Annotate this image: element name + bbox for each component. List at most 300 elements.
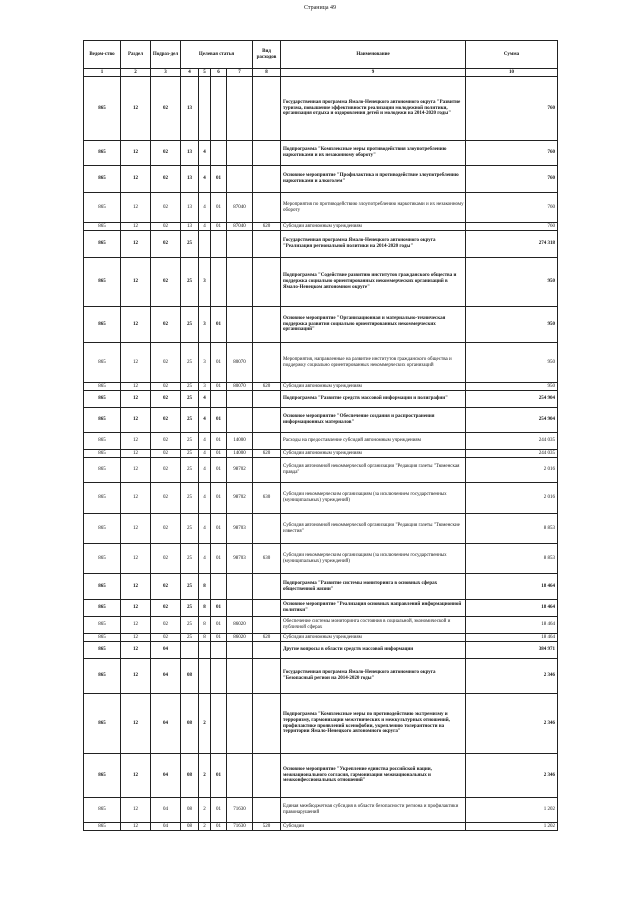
col-number: 5 [199, 69, 211, 77]
cell-vid [253, 458, 281, 483]
table-row [84, 458, 558, 483]
cell-vid: 630 [253, 483, 281, 514]
table-row [84, 544, 558, 574]
cell-ved: 865 [84, 823, 121, 831]
cell-target-program: 13 [181, 193, 199, 223]
cell-target-direction [227, 600, 253, 617]
cell-name: Основное мероприятие "Организационная и материально-техническая поддержка развития социально ориентированных некоммерческих организаций" [281, 307, 466, 343]
cell-podrazdel: 02 [151, 544, 181, 574]
cell-vid [253, 193, 281, 223]
cell-target-subprogram: 4 [199, 544, 211, 574]
cell-name: Подпрограмма "Комплексные меры противодействия злоупотреблению наркотиками и их незаконному обороту" [281, 141, 466, 166]
cell-target-program: 25 [181, 450, 199, 458]
table-row [84, 694, 558, 754]
cell-target-measure: 01 [211, 600, 227, 617]
cell-name: Субсидии [281, 823, 466, 831]
cell-target-program: 25 [181, 574, 199, 600]
cell-target-direction: 71630 [227, 823, 253, 831]
cell-target-program: 08 [181, 694, 199, 754]
cell-sum: 1 202 [466, 823, 558, 831]
cell-name: Другие вопросы в области средств массовой информации [281, 642, 466, 659]
cell-name: Субсидии некоммерческим организациям (за исключением государственных (муниципальных) учреждений) [281, 483, 466, 514]
cell-target-measure: 01 [211, 798, 227, 823]
cell-podrazdel: 02 [151, 483, 181, 514]
cell-target-program: 25 [181, 634, 199, 642]
cell-target-program: 08 [181, 823, 199, 831]
cell-vid: 620 [253, 383, 281, 391]
cell-ved: 865 [84, 798, 121, 823]
cell-target-subprogram: 8 [199, 600, 211, 617]
cell-razdel: 12 [121, 433, 151, 450]
cell-sum: 950 [466, 343, 558, 383]
cell-target-measure: 01 [211, 514, 227, 544]
col-number: 6 [211, 69, 227, 77]
cell-vid [253, 754, 281, 798]
cell-target-direction [227, 258, 253, 307]
cell-vid [253, 141, 281, 166]
cell-name: Субсидии некоммерческим организациям (за исключением государственных (муниципальных) учреждений) [281, 544, 466, 574]
cell-target-subprogram [199, 77, 211, 141]
cell-razdel: 12 [121, 343, 151, 383]
cell-target-direction: 14000 [227, 450, 253, 458]
cell-razdel: 12 [121, 166, 151, 193]
cell-podrazdel: 02 [151, 223, 181, 231]
cell-ved: 865 [84, 450, 121, 458]
cell-razdel: 12 [121, 193, 151, 223]
cell-name: Основное мероприятие "Профилактика и противодействие злоупотреблению наркотиками и алкоголем" [281, 166, 466, 193]
table-row [84, 166, 558, 193]
header-razdel: Раздел [121, 41, 151, 69]
cell-podrazdel: 02 [151, 166, 181, 193]
cell-sum: 950 [466, 307, 558, 343]
cell-name: Основное мероприятие "Укрепление единства российской нации, межнационального согласия, гармонизация межнациональных и межконфессиональных отношений" [281, 754, 466, 798]
cell-vid [253, 343, 281, 383]
cell-target-direction [227, 391, 253, 408]
cell-target-program: 13 [181, 166, 199, 193]
cell-name: Подпрограмма "Комплексные меры по противодействию экстремизму и терроризму, гармонизации межэтнических и межкультурных отношений, профилактике проявлений ксенофобии, укреплению толерантности на территории Ямало-Ненецкого автономного округа" [281, 694, 466, 754]
cell-target-subprogram: 4 [199, 450, 211, 458]
cell-podrazdel: 02 [151, 634, 181, 642]
cell-sum: 244 035 [466, 450, 558, 458]
cell-target-program: 25 [181, 600, 199, 617]
cell-sum: 18 464 [466, 574, 558, 600]
cell-name: Субсидии автономным учреждениям [281, 383, 466, 391]
cell-target-subprogram [199, 642, 211, 659]
cell-target-direction [227, 141, 253, 166]
cell-ved: 865 [84, 77, 121, 141]
cell-razdel: 12 [121, 483, 151, 514]
cell-target-subprogram: 4 [199, 483, 211, 514]
cell-target-direction [227, 231, 253, 258]
cell-ved: 865 [84, 166, 121, 193]
cell-target-measure [211, 141, 227, 166]
cell-vid [253, 391, 281, 408]
cell-target-subprogram: 3 [199, 343, 211, 383]
cell-razdel: 12 [121, 798, 151, 823]
cell-podrazdel: 02 [151, 391, 181, 408]
cell-vid [253, 659, 281, 694]
cell-target-measure: 01 [211, 223, 227, 231]
cell-ved: 865 [84, 343, 121, 383]
header-sum: Сумма [466, 41, 558, 69]
cell-target-program: 25 [181, 231, 199, 258]
cell-target-measure: 01 [211, 823, 227, 831]
table-row [84, 258, 558, 307]
cell-target-subprogram: 2 [199, 823, 211, 831]
cell-ved: 865 [84, 514, 121, 544]
cell-ved: 865 [84, 433, 121, 450]
cell-sum: 950 [466, 258, 558, 307]
cell-target-subprogram: 4 [199, 193, 211, 223]
cell-target-program: 25 [181, 258, 199, 307]
cell-vid [253, 514, 281, 544]
cell-ved: 865 [84, 574, 121, 600]
cell-sum: 2 346 [466, 659, 558, 694]
cell-name: Государственная программа Ямало-Ненецкого автономного округа "Реализация региональной политики на 2014-2020 годы" [281, 231, 466, 258]
table-row [84, 391, 558, 408]
cell-vid [253, 231, 281, 258]
cell-razdel: 12 [121, 754, 151, 798]
cell-ved: 865 [84, 258, 121, 307]
cell-name: Основное мероприятие "Обеспечение создания и распространения информационных материалов" [281, 408, 466, 433]
cell-target-program: 25 [181, 617, 199, 634]
col-number: 8 [253, 69, 281, 77]
cell-ved: 865 [84, 391, 121, 408]
cell-ved: 865 [84, 408, 121, 433]
cell-target-measure: 01 [211, 307, 227, 343]
cell-razdel: 12 [121, 391, 151, 408]
cell-sum: 760 [466, 141, 558, 166]
cell-target-measure [211, 391, 227, 408]
cell-sum: 18 464 [466, 617, 558, 634]
cell-vid [253, 694, 281, 754]
cell-vid [253, 642, 281, 659]
cell-vid: 620 [253, 450, 281, 458]
col-number: 4 [181, 69, 199, 77]
cell-ved: 865 [84, 141, 121, 166]
cell-razdel: 12 [121, 659, 151, 694]
cell-target-direction [227, 77, 253, 141]
cell-name: Единая межбюджетная субсидия в области безопасности региона и профилактики правонарушений [281, 798, 466, 823]
cell-name: Государственная программа Ямало-Ненецкого автономного округа "Безопасный регион на 2014-2020 годы" [281, 659, 466, 694]
table-row [84, 823, 558, 831]
table-row [84, 450, 558, 458]
cell-razdel: 12 [121, 231, 151, 258]
cell-razdel: 12 [121, 600, 151, 617]
cell-podrazdel: 02 [151, 458, 181, 483]
cell-razdel: 12 [121, 258, 151, 307]
cell-name: Субсидии автономным учреждениям [281, 634, 466, 642]
cell-target-measure: 01 [211, 383, 227, 391]
cell-name: Подпрограмма "Развитие средств массовой информации и полиграфии" [281, 391, 466, 408]
cell-podrazdel: 02 [151, 450, 181, 458]
cell-sum: 760 [466, 166, 558, 193]
cell-target-measure: 01 [211, 754, 227, 798]
cell-razdel: 12 [121, 141, 151, 166]
cell-podrazdel: 02 [151, 141, 181, 166]
table-row [84, 659, 558, 694]
cell-target-program: 25 [181, 514, 199, 544]
cell-sum: 760 [466, 193, 558, 223]
cell-podrazdel: 04 [151, 694, 181, 754]
cell-sum: 384 971 [466, 642, 558, 659]
header-name: Наименование [281, 41, 466, 69]
cell-target-direction: 98703 [227, 514, 253, 544]
cell-target-measure [211, 574, 227, 600]
cell-target-direction: 87040 [227, 223, 253, 231]
cell-target-measure [211, 231, 227, 258]
cell-target-measure: 01 [211, 193, 227, 223]
cell-razdel: 12 [121, 458, 151, 483]
cell-target-program: 25 [181, 544, 199, 574]
cell-target-program: 25 [181, 307, 199, 343]
cell-podrazdel: 04 [151, 754, 181, 798]
table-row [84, 798, 558, 823]
cell-target-direction: 98702 [227, 483, 253, 514]
cell-target-direction: 86020 [227, 634, 253, 642]
budget-table [83, 40, 558, 831]
cell-razdel: 12 [121, 694, 151, 754]
cell-target-measure [211, 258, 227, 307]
table-row [84, 514, 558, 544]
cell-target-subprogram: 4 [199, 391, 211, 408]
cell-ved: 865 [84, 659, 121, 694]
cell-target-subprogram: 4 [199, 514, 211, 544]
cell-target-program: 25 [181, 391, 199, 408]
cell-razdel: 12 [121, 383, 151, 391]
col-number: 3 [151, 69, 181, 77]
cell-podrazdel: 02 [151, 433, 181, 450]
cell-vid: 620 [253, 223, 281, 231]
table-row [84, 141, 558, 166]
cell-name: Субсидия автономной некоммерческой организации "Редакция газеты "Тюменские известия" [281, 514, 466, 544]
cell-razdel: 12 [121, 642, 151, 659]
cell-target-direction: 71630 [227, 798, 253, 823]
cell-target-subprogram: 4 [199, 141, 211, 166]
cell-ved: 865 [84, 193, 121, 223]
cell-ved: 865 [84, 307, 121, 343]
table-row [84, 77, 558, 141]
cell-sum: 254 904 [466, 391, 558, 408]
cell-target-program: 13 [181, 77, 199, 141]
table-row [84, 617, 558, 634]
cell-vid [253, 166, 281, 193]
cell-target-direction [227, 574, 253, 600]
cell-razdel: 12 [121, 408, 151, 433]
cell-ved: 865 [84, 483, 121, 514]
cell-name: Субсидии автономным учреждениям [281, 223, 466, 231]
cell-target-measure [211, 77, 227, 141]
cell-target-direction [227, 408, 253, 433]
cell-vid: 630 [253, 544, 281, 574]
cell-sum: 760 [466, 77, 558, 141]
cell-vid [253, 574, 281, 600]
cell-target-direction: 80070 [227, 383, 253, 391]
cell-razdel: 12 [121, 223, 151, 231]
col-number: 7 [227, 69, 253, 77]
cell-podrazdel: 02 [151, 193, 181, 223]
header-podrazdel: Подраз-дел [151, 41, 181, 69]
cell-sum: 1 202 [466, 798, 558, 823]
cell-ved: 865 [84, 544, 121, 574]
cell-target-measure: 01 [211, 458, 227, 483]
cell-ved: 865 [84, 617, 121, 634]
cell-podrazdel: 04 [151, 823, 181, 831]
cell-ved: 865 [84, 694, 121, 754]
cell-target-direction: 14000 [227, 433, 253, 450]
table-row [84, 231, 558, 258]
cell-name: Мероприятия, направленные на развитие институтов гражданского общества и поддержку социально ориентированных некоммерческих организаций [281, 343, 466, 383]
cell-vid [253, 408, 281, 433]
cell-vid [253, 798, 281, 823]
cell-podrazdel: 02 [151, 574, 181, 600]
cell-razdel: 12 [121, 823, 151, 831]
cell-target-program: 13 [181, 141, 199, 166]
cell-ved: 865 [84, 231, 121, 258]
cell-razdel: 12 [121, 574, 151, 600]
cell-sum: 18 464 [466, 634, 558, 642]
cell-target-measure: 01 [211, 408, 227, 433]
cell-target-direction: 87040 [227, 193, 253, 223]
table-row [84, 642, 558, 659]
cell-sum: 254 904 [466, 408, 558, 433]
cell-sum: 2 016 [466, 483, 558, 514]
cell-target-measure: 01 [211, 166, 227, 193]
cell-razdel: 12 [121, 544, 151, 574]
cell-target-direction: 98702 [227, 458, 253, 483]
cell-name: Подпрограмма "Содействие развитию институтов гражданского общества и поддержка социально ориентированных некоммерческих организаций в Ямало-Ненецком автономном округе" [281, 258, 466, 307]
cell-target-measure: 01 [211, 483, 227, 514]
cell-target-program: 13 [181, 223, 199, 231]
cell-ved: 865 [84, 600, 121, 617]
cell-sum: 2 016 [466, 458, 558, 483]
cell-target-subprogram: 8 [199, 617, 211, 634]
cell-sum: 8 853 [466, 514, 558, 544]
cell-target-subprogram: 4 [199, 458, 211, 483]
cell-sum: 8 853 [466, 544, 558, 574]
cell-target-program: 08 [181, 798, 199, 823]
header-target: Целевая статья [181, 41, 253, 69]
cell-podrazdel: 02 [151, 617, 181, 634]
cell-name: Субсидия автономной некоммерческой организации "Редакция газеты "Тюменская правда" [281, 458, 466, 483]
cell-vid: 620 [253, 634, 281, 642]
col-number: 1 [84, 69, 121, 77]
cell-sum: 2 346 [466, 694, 558, 754]
cell-sum: 760 [466, 223, 558, 231]
cell-target-program: 25 [181, 433, 199, 450]
cell-podrazdel: 02 [151, 307, 181, 343]
cell-name: Мероприятия по противодействию злоупотреблению наркотиками и их незаконному обороту [281, 193, 466, 223]
cell-target-program: 25 [181, 383, 199, 391]
cell-target-direction: 80070 [227, 343, 253, 383]
header-vid: Вид расходов [253, 41, 281, 69]
cell-podrazdel: 04 [151, 659, 181, 694]
cell-sum: 18 464 [466, 600, 558, 617]
cell-target-program [181, 642, 199, 659]
col-number: 2 [121, 69, 151, 77]
col-number: 10 [466, 69, 558, 77]
cell-vid [253, 307, 281, 343]
cell-podrazdel: 04 [151, 642, 181, 659]
cell-podrazdel: 02 [151, 231, 181, 258]
cell-target-direction: 86020 [227, 617, 253, 634]
cell-podrazdel: 02 [151, 514, 181, 544]
cell-vid: 520 [253, 823, 281, 831]
cell-target-direction [227, 754, 253, 798]
cell-target-subprogram: 2 [199, 694, 211, 754]
cell-ved: 865 [84, 223, 121, 231]
cell-target-measure: 01 [211, 544, 227, 574]
cell-target-subprogram: 3 [199, 383, 211, 391]
cell-name: Обеспечение системы мониторинга состояния в социальной, экономической и публичной сферах [281, 617, 466, 634]
cell-name: Расходы на предоставление субсидий автономным учреждениям [281, 433, 466, 450]
cell-target-direction [227, 166, 253, 193]
page-number: Страница 49 [303, 5, 337, 11]
cell-sum: 274 318 [466, 231, 558, 258]
cell-ved: 865 [84, 458, 121, 483]
cell-sum: 244 035 [466, 433, 558, 450]
cell-target-program: 25 [181, 458, 199, 483]
cell-vid [253, 600, 281, 617]
cell-sum: 950 [466, 383, 558, 391]
cell-name: Государственная программа Ямало-Ненецкого автономного округа "Развитие туризма, повышение эффективности реализации молодежной политики, организация отдыха и оздоровления детей и молодежи на 2014-2020 годы" [281, 77, 466, 141]
table-row [84, 600, 558, 617]
cell-target-measure: 01 [211, 343, 227, 383]
cell-podrazdel: 02 [151, 383, 181, 391]
cell-sum: 2 346 [466, 754, 558, 798]
table-row [84, 193, 558, 223]
cell-ved: 865 [84, 383, 121, 391]
cell-name: Подпрограмма "Развитие системы мониторинга в основных сферах общественной жизни" [281, 574, 466, 600]
cell-target-subprogram: 2 [199, 798, 211, 823]
cell-target-measure [211, 659, 227, 694]
cell-podrazdel: 02 [151, 343, 181, 383]
cell-podrazdel: 04 [151, 798, 181, 823]
cell-ved: 865 [84, 642, 121, 659]
column-number-row [84, 69, 558, 77]
table-row [84, 574, 558, 600]
table-row [84, 754, 558, 798]
table-row [84, 307, 558, 343]
cell-target-program: 25 [181, 483, 199, 514]
cell-target-subprogram: 4 [199, 408, 211, 433]
cell-target-program: 25 [181, 343, 199, 383]
cell-target-direction [227, 307, 253, 343]
cell-podrazdel: 02 [151, 258, 181, 307]
table-row [84, 383, 558, 391]
cell-podrazdel: 02 [151, 600, 181, 617]
cell-target-program: 08 [181, 754, 199, 798]
cell-target-direction [227, 659, 253, 694]
cell-vid [253, 258, 281, 307]
cell-vid [253, 77, 281, 141]
cell-target-program: 08 [181, 659, 199, 694]
cell-target-subprogram: 2 [199, 754, 211, 798]
cell-vid [253, 433, 281, 450]
cell-target-subprogram [199, 659, 211, 694]
cell-target-program: 25 [181, 408, 199, 433]
cell-target-subprogram: 3 [199, 307, 211, 343]
table-row [84, 408, 558, 433]
cell-podrazdel: 02 [151, 408, 181, 433]
cell-target-subprogram: 4 [199, 166, 211, 193]
table-row [84, 223, 558, 231]
table-row [84, 483, 558, 514]
cell-target-subprogram: 8 [199, 574, 211, 600]
cell-target-subprogram: 4 [199, 433, 211, 450]
cell-razdel: 12 [121, 307, 151, 343]
cell-name: Основное мероприятие "Реализация основных направлений информационной политики" [281, 600, 466, 617]
